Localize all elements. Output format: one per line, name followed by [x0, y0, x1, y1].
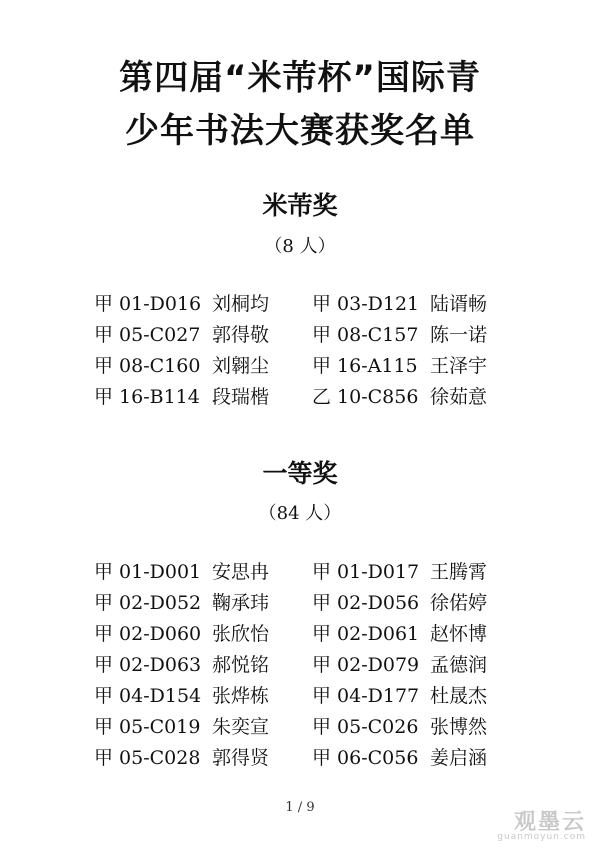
winner-name: 郭得贤 [212, 747, 270, 769]
table-row [94, 382, 524, 412]
winner-name: 王泽宇 [430, 355, 488, 377]
table-row [94, 289, 524, 319]
document-title-line-2: 少年书法大赛获奖名单 [125, 111, 475, 151]
entry-code: 甲 01-D017 [312, 561, 420, 583]
winner-name: 段瑞楷 [212, 386, 270, 408]
entry-code: 甲 01-D016 [94, 293, 202, 315]
winner-entry [312, 681, 487, 708]
winner-name: 刘桐均 [212, 293, 270, 315]
entry-code: 甲 02-D052 [94, 592, 202, 614]
entry-code: 甲 05-C027 [94, 324, 201, 346]
winner-name: 刘翱尘 [212, 355, 270, 377]
entry-code: 甲 02-D061 [312, 623, 420, 645]
winner-entry [312, 588, 487, 615]
winner-name: 姜启涵 [430, 747, 488, 769]
entry-code: 甲 01-D001 [94, 561, 202, 583]
entry-code: 甲 05-C019 [94, 716, 201, 738]
table-row [94, 681, 524, 711]
table-row [94, 351, 524, 381]
table-row [94, 619, 524, 649]
winner-name: 鞠承玮 [212, 592, 270, 614]
entry-code: 甲 02-D079 [312, 654, 420, 676]
entry-code: 甲 05-C026 [312, 716, 419, 738]
winner-entry [312, 743, 487, 770]
winner-name: 郭得敬 [212, 324, 270, 346]
winner-name: 陈一诺 [430, 324, 488, 346]
entry-code: 乙 10-C856 [312, 386, 419, 408]
winner-name: 张欣怡 [212, 623, 270, 645]
winner-entry [94, 557, 269, 584]
watermark-text: 观墨云 [513, 810, 586, 835]
winner-name: 杜晟杰 [430, 685, 488, 707]
section-heading-first-prize: 一等奖 [262, 459, 338, 488]
winner-name: 郝悦铭 [212, 654, 270, 676]
winner-name: 王腾霄 [430, 561, 488, 583]
winner-name: 孟德润 [430, 654, 488, 676]
winner-entry [94, 650, 269, 677]
table-row [94, 650, 524, 680]
winner-entry [94, 681, 269, 708]
winner-name: 安思冉 [212, 561, 270, 583]
winner-entry [94, 619, 269, 646]
entry-code: 甲 04-D177 [312, 685, 420, 707]
entry-code: 甲 03-D121 [312, 293, 420, 315]
winner-entry [94, 289, 269, 316]
table-row [94, 320, 524, 350]
document-title-line-1: 第四届“米芾杯”国际青 [119, 58, 481, 98]
winner-entry [94, 351, 269, 378]
entry-code: 甲 04-D154 [94, 685, 202, 707]
watermark-url: guanmoyun.com [497, 832, 586, 842]
table-row [94, 712, 524, 742]
winner-name: 张博然 [430, 716, 488, 738]
winner-name: 陆谞畅 [430, 293, 488, 315]
winner-name: 徐偌婷 [430, 592, 488, 614]
winner-entry [312, 619, 487, 646]
winner-entry [94, 712, 269, 739]
page-number: 1 / 9 [285, 800, 315, 815]
entry-code: 甲 16-A115 [312, 355, 418, 377]
entry-code: 甲 02-D056 [312, 592, 420, 614]
entry-code: 甲 06-C056 [312, 747, 419, 769]
winner-entry [312, 650, 487, 677]
winner-entry [312, 320, 487, 347]
entry-code: 甲 08-C157 [312, 324, 419, 346]
winner-entry [94, 320, 269, 347]
winner-entry [94, 382, 269, 409]
section-heading-mifu-award: 米芾奖 [262, 191, 338, 220]
watermark-logo [497, 805, 586, 842]
winner-entry [312, 351, 487, 378]
entry-code: 甲 05-C028 [94, 747, 201, 769]
table-row [94, 557, 524, 587]
winner-name: 徐茹意 [430, 386, 488, 408]
winner-name: 朱奕宣 [212, 716, 270, 738]
winner-name: 赵怀博 [430, 623, 488, 645]
table-row [94, 588, 524, 618]
section-count-first-prize: （84 人） [258, 503, 342, 524]
winner-entry [312, 382, 487, 409]
winner-entry [312, 712, 487, 739]
winner-entry [94, 588, 269, 615]
entry-code: 甲 02-D060 [94, 623, 202, 645]
entry-code: 甲 16-B114 [94, 386, 200, 408]
winner-name: 张烨栋 [212, 685, 270, 707]
table-row [94, 743, 524, 773]
section-count-mifu-award: （8 人） [264, 236, 336, 257]
winner-entry [312, 289, 487, 316]
winner-entry [94, 743, 269, 770]
winner-entry [312, 557, 487, 584]
entry-code: 甲 08-C160 [94, 355, 201, 377]
entry-code: 甲 02-D063 [94, 654, 202, 676]
